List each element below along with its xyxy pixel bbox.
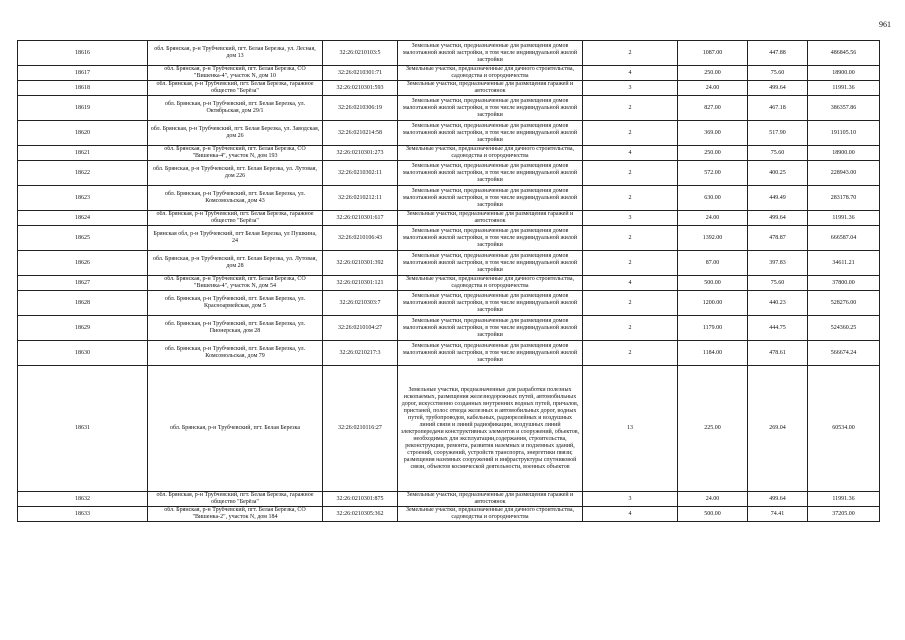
group-cell: 2 — [583, 96, 678, 121]
rate-cell: 467.18 — [748, 96, 808, 121]
group-cell: 2 — [583, 226, 678, 251]
row-id: 18624 — [18, 211, 148, 226]
rate-cell: 444.75 — [748, 316, 808, 341]
cadastral-number-cell: 32:26:0210301:617 — [323, 211, 398, 226]
table-row — [18, 41, 880, 66]
cadastral-value-cell: 566674.24 — [808, 341, 880, 366]
cadastral-value-cell: 528276.00 — [808, 291, 880, 316]
land-use-cell: Земельные участки, предназначенные для дачного строительства, садоводства и огородничества — [398, 66, 583, 81]
land-use-cell: Земельные участки, предназначенные для размещения домов малоэтажной жилой застройки, в том числе индивидуальной жилой застройки — [398, 186, 583, 211]
cadastral-value-cell: 11991.36 — [808, 81, 880, 96]
table-row — [18, 507, 880, 522]
row-id: 18633 — [18, 507, 148, 522]
cadastral-number-cell: 32:26:0210306:19 — [323, 96, 398, 121]
land-use-cell: Земельные участки, предназначенные для размещения домов малоэтажной жилой застройки, в том числе индивидуальной жилой застройки — [398, 161, 583, 186]
land-use-cell: Земельные участки, предназначенные для размещения домов малоэтажной жилой застройки, в том числе индивидуальной жилой застройки — [398, 121, 583, 146]
area-cell: 225.00 — [678, 366, 748, 492]
cadastral-value-cell: 60534.00 — [808, 366, 880, 492]
rate-cell: 397.83 — [748, 251, 808, 276]
area-cell: 500.00 — [678, 276, 748, 291]
table-row — [18, 226, 880, 251]
land-use-cell: Земельные участки, предназначенные для размещения домов малоэтажной жилой застройки, в том числе индивидуальной жилой застройки — [398, 96, 583, 121]
cadastral-value-cell: 283178.70 — [808, 186, 880, 211]
row-id: 18622 — [18, 161, 148, 186]
cadastral-number-cell: 32:26:0210116:27 — [323, 366, 398, 492]
table-row — [18, 492, 880, 507]
group-cell: 2 — [583, 251, 678, 276]
cadastral-value-cell: 666587.04 — [808, 226, 880, 251]
group-cell: 2 — [583, 41, 678, 66]
land-use-cell: Земельные участки, предназначенные для разработки полезных ископаемых, размещения железнодорожных путей, автомобильных дорог, искусственно созданных внутренних водных путей, причалов, пристаней, полос отвода железных и автомобильных дорог, водных путей, трубопроводов, кабельных, радиорелейных и воздушных линий связи и линий радиофикации, воздушных линий электропередачи конструктивных элементов и сооружений, объектов, необходимых для эксплуатации,содержания, строительства, реконструкции, ремонта, развития наземных и подземных зданий, строений, сооружений, устройств транспорта, энергетики пвязи; размещения наземных сооружений и инфраструктуры спутниковой связи, объектов космической деятельности, военных объектов — [398, 366, 583, 492]
cadastral-value-cell: 11991.36 — [808, 211, 880, 226]
cadastral-number-cell: 32:26:0210106:43 — [323, 226, 398, 251]
cadastral-number-cell: 32:26:0210212:11 — [323, 186, 398, 211]
group-cell: 2 — [583, 291, 678, 316]
row-id: 18617 — [18, 66, 148, 81]
cadastral-value-cell: 386357.86 — [808, 96, 880, 121]
area-cell: 87.00 — [678, 251, 748, 276]
address-cell: обл. Брянская, р-н Трубчевский, пгт. Белая Березка, гаражное общество "Берёза" — [148, 81, 323, 96]
area-cell: 630.00 — [678, 186, 748, 211]
address-cell: обл. Брянская, р-н Трубчевский, пгт. Белая Березка, ул. Комсомольская, дом 79 — [148, 341, 323, 366]
row-id: 18630 — [18, 341, 148, 366]
rate-cell: 449.49 — [748, 186, 808, 211]
area-cell: 1200.00 — [678, 291, 748, 316]
cadastral-number-cell: 32:26:0210301:71 — [323, 66, 398, 81]
row-id: 18623 — [18, 186, 148, 211]
cadastral-value-cell: 37800.00 — [808, 276, 880, 291]
group-cell: 4 — [583, 507, 678, 522]
cadastral-value-cell: 486845.56 — [808, 41, 880, 66]
area-cell: 250.00 — [678, 146, 748, 161]
row-id: 18632 — [18, 492, 148, 507]
row-id: 18620 — [18, 121, 148, 146]
cadastral-value-cell: 524360.25 — [808, 316, 880, 341]
address-cell: обл. Брянская, р-н Трубчевский, пгт. Белая Березка, ул. Пионерская, дом 28 — [148, 316, 323, 341]
table-row — [18, 211, 880, 226]
group-cell: 2 — [583, 161, 678, 186]
address-cell: обл. Брянская, р-н Трубчевский, пгт. Белая Березка, гаражное общество "Берёза" — [148, 211, 323, 226]
row-id: 18618 — [18, 81, 148, 96]
cadastral-value-cell: 18900.00 — [808, 66, 880, 81]
cadastral-number-cell: 32:26:0210217:3 — [323, 341, 398, 366]
cadastral-number-cell: 32:26:0210301:273 — [323, 146, 398, 161]
address-cell: обл. Брянская, р-н Трубчевский, пгт. Белая Березка, ул. Заводская, дом 26 — [148, 121, 323, 146]
rate-cell: 400.25 — [748, 161, 808, 186]
group-cell: 13 — [583, 366, 678, 492]
land-use-cell: Земельные участки, предназначенные для дачного строительства, садоводства и огородничества — [398, 507, 583, 522]
table-row — [18, 251, 880, 276]
area-cell: 250.00 — [678, 66, 748, 81]
address-cell: обл. Брянская, р-н Трубчевский, пгт. Белая Березка — [148, 366, 323, 492]
row-id: 18626 — [18, 251, 148, 276]
area-cell: 369.00 — [678, 121, 748, 146]
address-cell: обл. Брянская, р-н Трубчевский, пгт. Белая Березка, ул. Октябрьская, дом 29/1 — [148, 96, 323, 121]
row-id: 18631 — [18, 366, 148, 492]
cadastral-number-cell: 32:26:0210301:392 — [323, 251, 398, 276]
group-cell: 3 — [583, 492, 678, 507]
page-number: 961 — [879, 20, 891, 29]
address-cell: обл. Брянская, р-н Трубчевский, пгт. Белая Березка, ул. Комсомольская, дом 43 — [148, 186, 323, 211]
rate-cell: 499.64 — [748, 211, 808, 226]
area-cell: 24.00 — [678, 492, 748, 507]
table-row — [18, 121, 880, 146]
row-id: 18625 — [18, 226, 148, 251]
rate-cell: 75.60 — [748, 66, 808, 81]
cadastral-value-cell: 228943.00 — [808, 161, 880, 186]
cadastral-value-cell: 11991.36 — [808, 492, 880, 507]
cadastral-number-cell: 32:26:0210103:5 — [323, 41, 398, 66]
address-cell: Брянская обл, р-н Трубчевский, пгт Белая Березка, ул Пушкина, 24 — [148, 226, 323, 251]
cadastral-number-cell: 32:26:0210305:362 — [323, 507, 398, 522]
land-use-cell: Земельные участки, предназначенные для размещения гаражей и автостоянок — [398, 81, 583, 96]
row-id: 18619 — [18, 96, 148, 121]
group-cell: 4 — [583, 66, 678, 81]
row-id: 18621 — [18, 146, 148, 161]
table-row — [18, 366, 880, 492]
address-cell: обл. Брянская, р-н Трубчевский, пгт. Белая Березка, СО "Вишенка-2", участок N, дом 184 — [148, 507, 323, 522]
table-row — [18, 316, 880, 341]
group-cell: 2 — [583, 316, 678, 341]
table-body — [18, 41, 880, 522]
group-cell: 3 — [583, 81, 678, 96]
table-row — [18, 161, 880, 186]
area-cell: 500.00 — [678, 507, 748, 522]
land-use-cell: Земельные участки, предназначенные для размещения домов малоэтажной жилой застройки, в том числе индивидуальной жилой застройки — [398, 341, 583, 366]
table-row — [18, 291, 880, 316]
rate-cell: 478.61 — [748, 341, 808, 366]
address-cell: обл. Брянская, р-н Трубчевский, пгт. Белая Березка, СО "Вишенка-4", участок N, дом 193 — [148, 146, 323, 161]
table-row — [18, 81, 880, 96]
row-id: 18627 — [18, 276, 148, 291]
area-cell: 1087.00 — [678, 41, 748, 66]
area-cell: 1392.00 — [678, 226, 748, 251]
cadastral-number-cell: 32:26:0210301:593 — [323, 81, 398, 96]
table-row — [18, 66, 880, 81]
cadastral-number-cell: 32:26:0210214:58 — [323, 121, 398, 146]
land-use-cell: Земельные участки, предназначенные для размещения гаражей и автостоянок — [398, 492, 583, 507]
area-cell: 24.00 — [678, 81, 748, 96]
address-cell: обл. Брянская, р-н Трубчевский, пгт. Белая Березка, СО "Вишенка-4", участок N, дом 10 — [148, 66, 323, 81]
rate-cell: 499.64 — [748, 492, 808, 507]
table-row — [18, 341, 880, 366]
cadastral-number-cell: 32:26:0210301:121 — [323, 276, 398, 291]
rate-cell: 447.88 — [748, 41, 808, 66]
cadastral-table — [17, 40, 880, 522]
land-use-cell: Земельные участки, предназначенные для размещения домов малоэтажной жилой застройки, в том числе индивидуальной жилой застройки — [398, 291, 583, 316]
rate-cell: 517.90 — [748, 121, 808, 146]
table-row — [18, 186, 880, 211]
rate-cell: 74.41 — [748, 507, 808, 522]
land-use-cell: Земельные участки, предназначенные для дачного строительства, садоводства и огородничества — [398, 146, 583, 161]
cadastral-value-cell: 37205.00 — [808, 507, 880, 522]
rate-cell: 269.04 — [748, 366, 808, 492]
address-cell: обл. Брянская, р-н Трубчевский, пгт. Белая Березка, ул. Красноармейская, дом 5 — [148, 291, 323, 316]
rate-cell: 499.64 — [748, 81, 808, 96]
group-cell: 2 — [583, 341, 678, 366]
land-use-cell: Земельные участки, предназначенные для размещения домов малоэтажной жилой застройки, в том числе индивидуальной жилой застройки — [398, 41, 583, 66]
rate-cell: 75.60 — [748, 146, 808, 161]
land-use-cell: Земельные участки, предназначенные для размещения домов малоэтажной жилой застройки, в том числе индивидуальной жилой застройки — [398, 226, 583, 251]
group-cell: 2 — [583, 186, 678, 211]
land-use-cell: Земельные участки, предназначенные для размещения домов малоэтажной жилой застройки, в том числе индивидуальной жилой застройки — [398, 251, 583, 276]
cadastral-number-cell: 32:26:0210303:7 — [323, 291, 398, 316]
rate-cell: 478.87 — [748, 226, 808, 251]
row-id: 18616 — [18, 41, 148, 66]
address-cell: обл. Брянская, р-н Трубчевский, пгт. Белая Березка, ул. Лутовая, дом 226 — [148, 161, 323, 186]
rate-cell: 75.60 — [748, 276, 808, 291]
group-cell: 4 — [583, 276, 678, 291]
rate-cell: 440.23 — [748, 291, 808, 316]
area-cell: 572.00 — [678, 161, 748, 186]
address-cell: обл. Брянская, р-н Трубчевский, пгт. Белая Березка, ул. Лутовая, дом 28 — [148, 251, 323, 276]
row-id: 18628 — [18, 291, 148, 316]
land-use-cell: Земельные участки, предназначенные для размещения домов малоэтажной жилой застройки, в том числе индивидуальной жилой застройки — [398, 316, 583, 341]
address-cell: обл. Брянская, р-н Трубчевский, пгт. Белая Березка, ул. Лесная, дом 13 — [148, 41, 323, 66]
table-row — [18, 146, 880, 161]
row-id: 18629 — [18, 316, 148, 341]
cadastral-number-cell: 32:26:0210301:875 — [323, 492, 398, 507]
address-cell: обл. Брянская, р-н Трубчевский, пгт. Белая Березка, СО "Вишенка-4", участок N, дом 54 — [148, 276, 323, 291]
cadastral-value-cell: 18900.00 — [808, 146, 880, 161]
group-cell: 3 — [583, 211, 678, 226]
cadastral-number-cell: 32:26:0210104:27 — [323, 316, 398, 341]
address-cell: обл. Брянская, р-н Трубчевский, пгт. Белая Березка, гаражное общество "Берёза" — [148, 492, 323, 507]
area-cell: 1179.00 — [678, 316, 748, 341]
group-cell: 2 — [583, 121, 678, 146]
table-row — [18, 96, 880, 121]
cadastral-number-cell: 32:26:0210302:11 — [323, 161, 398, 186]
group-cell: 4 — [583, 146, 678, 161]
area-cell: 24.00 — [678, 211, 748, 226]
area-cell: 827.00 — [678, 96, 748, 121]
land-use-cell: Земельные участки, предназначенные для дачного строительства, садоводства и огородничества — [398, 276, 583, 291]
land-use-cell: Земельные участки, предназначенные для размещения гаражей и автостоянок — [398, 211, 583, 226]
table-row — [18, 276, 880, 291]
cadastral-value-cell: 34611.21 — [808, 251, 880, 276]
area-cell: 1184.00 — [678, 341, 748, 366]
cadastral-value-cell: 191105.10 — [808, 121, 880, 146]
